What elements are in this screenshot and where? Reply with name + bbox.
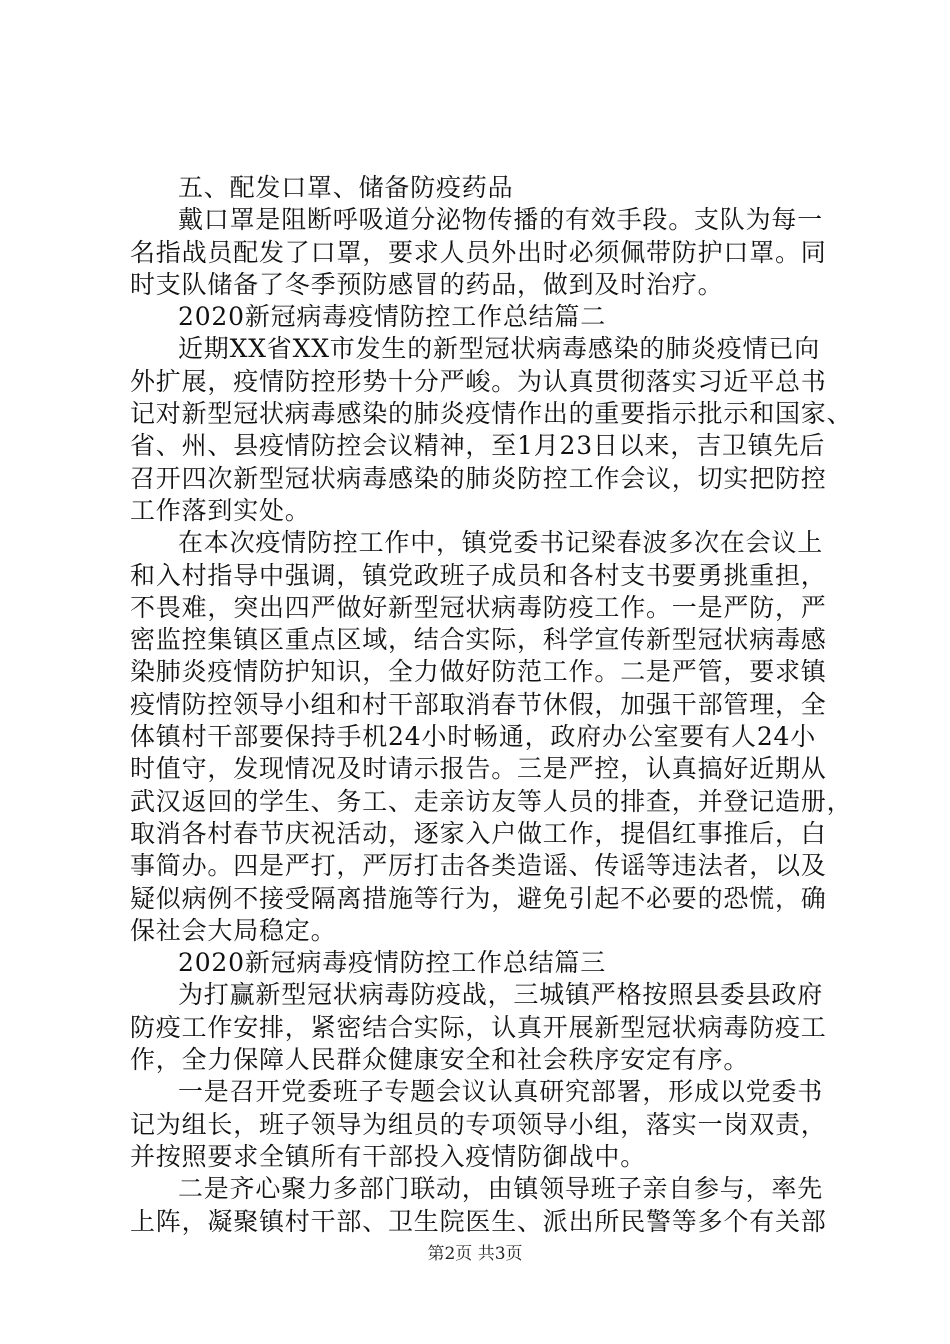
text-line: 保社会大局稳定。 <box>130 915 337 945</box>
text-line: 不畏难，突出四严做好新型冠状病毒防疫工作。一是严防，严 <box>130 592 827 622</box>
text-line: 2020新冠病毒疫情防控工作总结篇二 <box>178 302 607 332</box>
text-line: 时支队储备了冬季预防感冒的药品，做到及时治疗。 <box>130 269 724 299</box>
text-line: 防疫工作安排，紧密结合实际，认真开展新型冠状病毒防疫工 <box>130 1012 827 1042</box>
text-line: 为打赢新型冠状病毒防疫战，三城镇严格按照县委县政府 <box>178 980 824 1010</box>
text-line: 省、州、县疫情防控会议精神，至1月23日以来，吉卫镇先后 <box>130 431 826 461</box>
page-footer: 第2页 共3页 <box>427 1244 523 1264</box>
text-line: 并按照要求全镇所有干部投入疫情防御战中。 <box>130 1141 647 1171</box>
text-line: 近期XX省XX市发生的新型冠状病毒感染的肺炎疫情已向 <box>178 334 820 364</box>
text-line: 上阵，凝聚镇村干部、卫生院医生、派出所民警等多个有关部 <box>130 1206 827 1236</box>
text-line: 二是齐心聚力多部门联动，由镇领导班子亲自参与，率先 <box>178 1174 824 1204</box>
text-line: 和入村指导中强调，镇党政班子成员和各村支书要勇挑重担， <box>130 560 827 590</box>
text-line: 召开四次新型冠状病毒感染的肺炎防控工作会议，切实把防控 <box>130 463 827 493</box>
text-line: 工作落到实处。 <box>130 495 311 525</box>
text-line: 疫情防控领导小组和村干部取消春节休假，加强干部管理，全 <box>130 689 827 719</box>
text-line: 作，全力保障人民群众健康安全和社会秩序安定有序。 <box>130 1045 750 1075</box>
text-line: 体镇村干部要保持手机24小时畅通，政府办公室要有人24小 <box>130 722 817 752</box>
document-body <box>130 172 853 1238</box>
text-line: 事简办。四是严打，严厉打击各类造谣、传谣等违法者，以及 <box>130 851 827 881</box>
text-line: 名指战员配发了口罩，要求人员外出时必须佩带防护口罩。同 <box>130 237 827 267</box>
text-line: 密监控集镇区重点区域，结合实际，科学宣传新型冠状病毒感 <box>130 625 827 655</box>
text-line: 2020新冠病毒疫情防控工作总结篇三 <box>178 948 607 978</box>
text-line: 武汉返回的学生、务工、走亲访友等人员的排查，并登记造册， <box>130 786 853 816</box>
text-line: 取消各村春节庆祝活动，逐家入户做工作，提倡红事推后，白 <box>130 818 827 848</box>
text-line: 染肺炎疫情防护知识，全力做好防范工作。二是严管，要求镇 <box>130 657 827 687</box>
text-line: 五、配发口罩、储备防疫药品 <box>178 173 514 202</box>
text-line: 时值守，发现情况及时请示报告。三是严控，认真搞好近期从 <box>130 754 827 784</box>
text-line: 一是召开党委班子专题会议认真研究部署，形成以党委书 <box>178 1077 824 1107</box>
text-line: 戴口罩是阻断呼吸道分泌物传播的有效手段。支队为每一 <box>178 205 824 235</box>
text-line: 外扩展，疫情防控形势十分严峻。为认真贯彻落实习近平总书 <box>130 366 827 396</box>
text-line: 记为组长，班子领导为组员的专项领导小组，落实一岗双责， <box>130 1109 827 1139</box>
text-line: 记对新型冠状病毒感染的肺炎疫情作出的重要指示批示和国家、 <box>130 399 853 429</box>
text-line: 疑似病例不接受隔离措施等行为，避免引起不必要的恐慌，确 <box>130 883 827 913</box>
text-line: 在本次疫情防控工作中，镇党委书记梁春波多次在会议上 <box>178 528 824 558</box>
